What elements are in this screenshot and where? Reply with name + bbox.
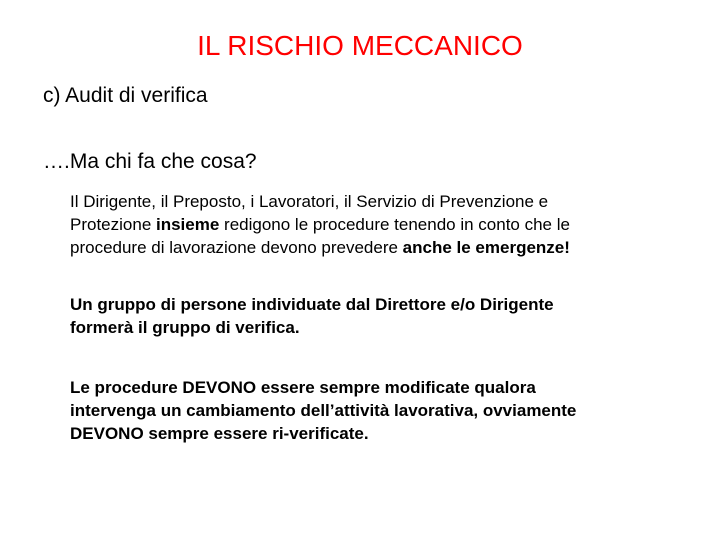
paragraph-procedures-line-2: intervenga un cambiamento dell’attività lavorativa, ovviamente [70,401,577,420]
text-segment: Protezione [70,215,156,234]
paragraph-roles-line-2 [70,213,710,236]
text-segment: redigono le procedure tenendo in conto che le [219,215,570,234]
paragraph-procedures-line-3: DEVONO sempre essere ri-verificate. [70,424,369,443]
paragraph-roles-line-1: Il Dirigente, il Preposto, i Lavoratori, il Servizio di Prevenzione e [70,192,549,211]
section-subtitle: c) Audit di verifica [43,84,208,107]
emphasis-emergenze: anche le emergenze! [402,238,570,257]
paragraph-roles [70,190,710,259]
paragraph-verification-line-2: formerà il gruppo di verifica. [70,318,300,337]
paragraph-roles-line-3 [70,236,710,259]
paragraph-verification-line-1: Un gruppo di persone individuate dal Direttore e/o Dirigente [70,295,554,314]
page-title: IL RISCHIO MECCANICO [197,30,523,61]
paragraph-procedures-line-1: Le procedure DEVONO essere sempre modificate qualora [70,378,536,397]
paragraph-procedures [70,376,710,445]
question-heading: ….Ma chi fa che cosa? [43,150,257,173]
paragraph-verification-group [70,293,710,339]
text-segment: procedure di lavorazione devono prevedere [70,238,403,257]
emphasis-insieme: insieme [156,215,220,234]
